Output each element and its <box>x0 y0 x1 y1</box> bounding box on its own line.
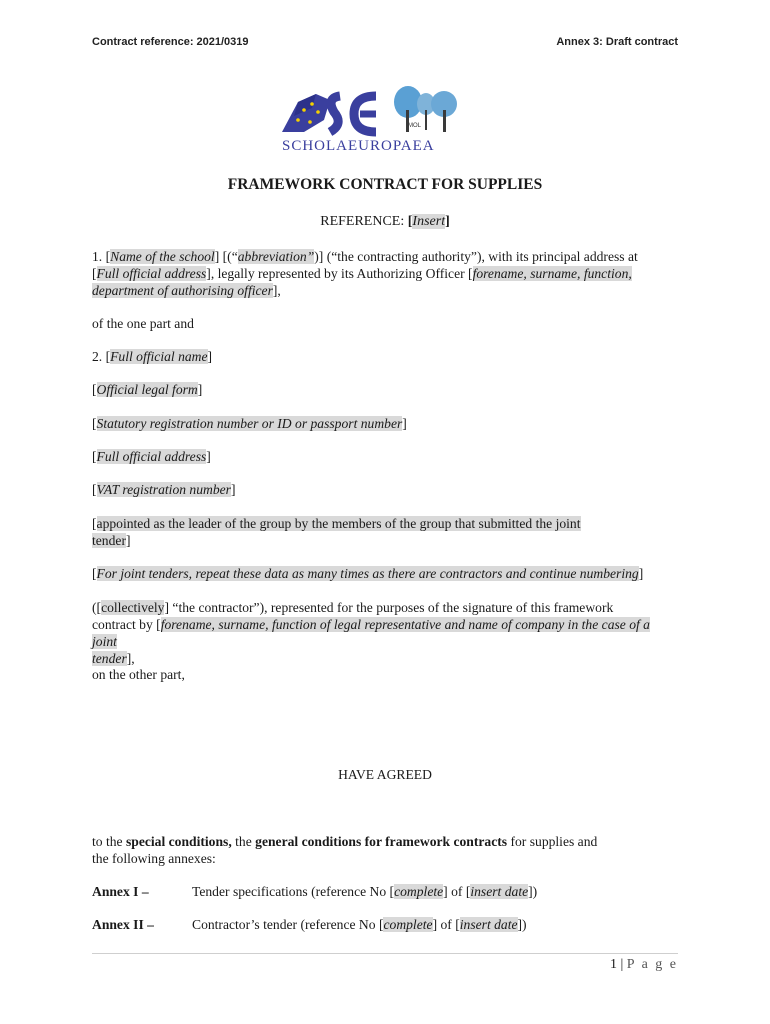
group-leader-paragraph: [appointed as the leader of the group by the members of the group that submitted the joint tender] <box>92 516 581 548</box>
party-two-name: 2. [Full official name] <box>92 349 213 364</box>
annex-two-label: Annex II – <box>92 917 154 932</box>
party-one-paragraph: 1. [Name of the school] [(“abbreviation”)] (“the contracting authority”), with its principal address at [Full official address], legally represented by its Authorizing Officer [forename, surname, function, department of authorising officer], <box>92 249 638 298</box>
joint-tender-note: [For joint tenders, repeat these data as many times as there are contractors and continue numbering] <box>92 566 644 581</box>
page-label: P a g e <box>626 957 678 972</box>
other-part-text: on the other part, <box>92 667 185 682</box>
page-footer <box>610 957 678 973</box>
schola-europaea-logo <box>268 80 480 154</box>
party-two-vat: [VAT registration number] <box>92 482 236 497</box>
party-two-legal-form: [Official legal form] <box>92 382 203 397</box>
logo-text: SCHOLAEUROPAEA <box>282 138 435 154</box>
conditions-paragraph: to the special conditions, the general conditions for framework contracts for supplies and the following annexes: <box>92 834 598 866</box>
reference-line: REFERENCE: [Insert] <box>320 214 450 229</box>
logo-small-text: MOL <box>408 123 422 129</box>
header-contract-reference: Contract reference: 2021/0319 <box>92 36 249 48</box>
page-number: 1 | <box>609 957 624 972</box>
annex-one-row: Annex I – Tender specifications (reference No [complete] of [insert date]) <box>92 884 538 899</box>
page-title: FRAMEWORK CONTRACT FOR SUPPLIES <box>227 176 543 193</box>
party-two-address: [Full official address] <box>92 449 211 464</box>
party-two-registration: [Statutory registration number or ID or passport number] <box>92 416 407 431</box>
one-part-text: of the one part and <box>92 316 194 331</box>
have-agreed-heading: HAVE AGREED <box>338 767 432 782</box>
header-annex: Annex 3: Draft contract <box>556 36 678 48</box>
footer-divider <box>92 953 678 954</box>
annex-two-row: Annex II – Contractor’s tender (reference No [complete] of [insert date]) <box>92 917 527 932</box>
annex-one-label: Annex I – <box>92 884 149 899</box>
contractor-paragraph: ([collectively] “the contractor”), represented for the purposes of the signature of this framework contract by [forename, surname, function of legal representative and name of company in the case of a joint tender], <box>92 600 650 666</box>
